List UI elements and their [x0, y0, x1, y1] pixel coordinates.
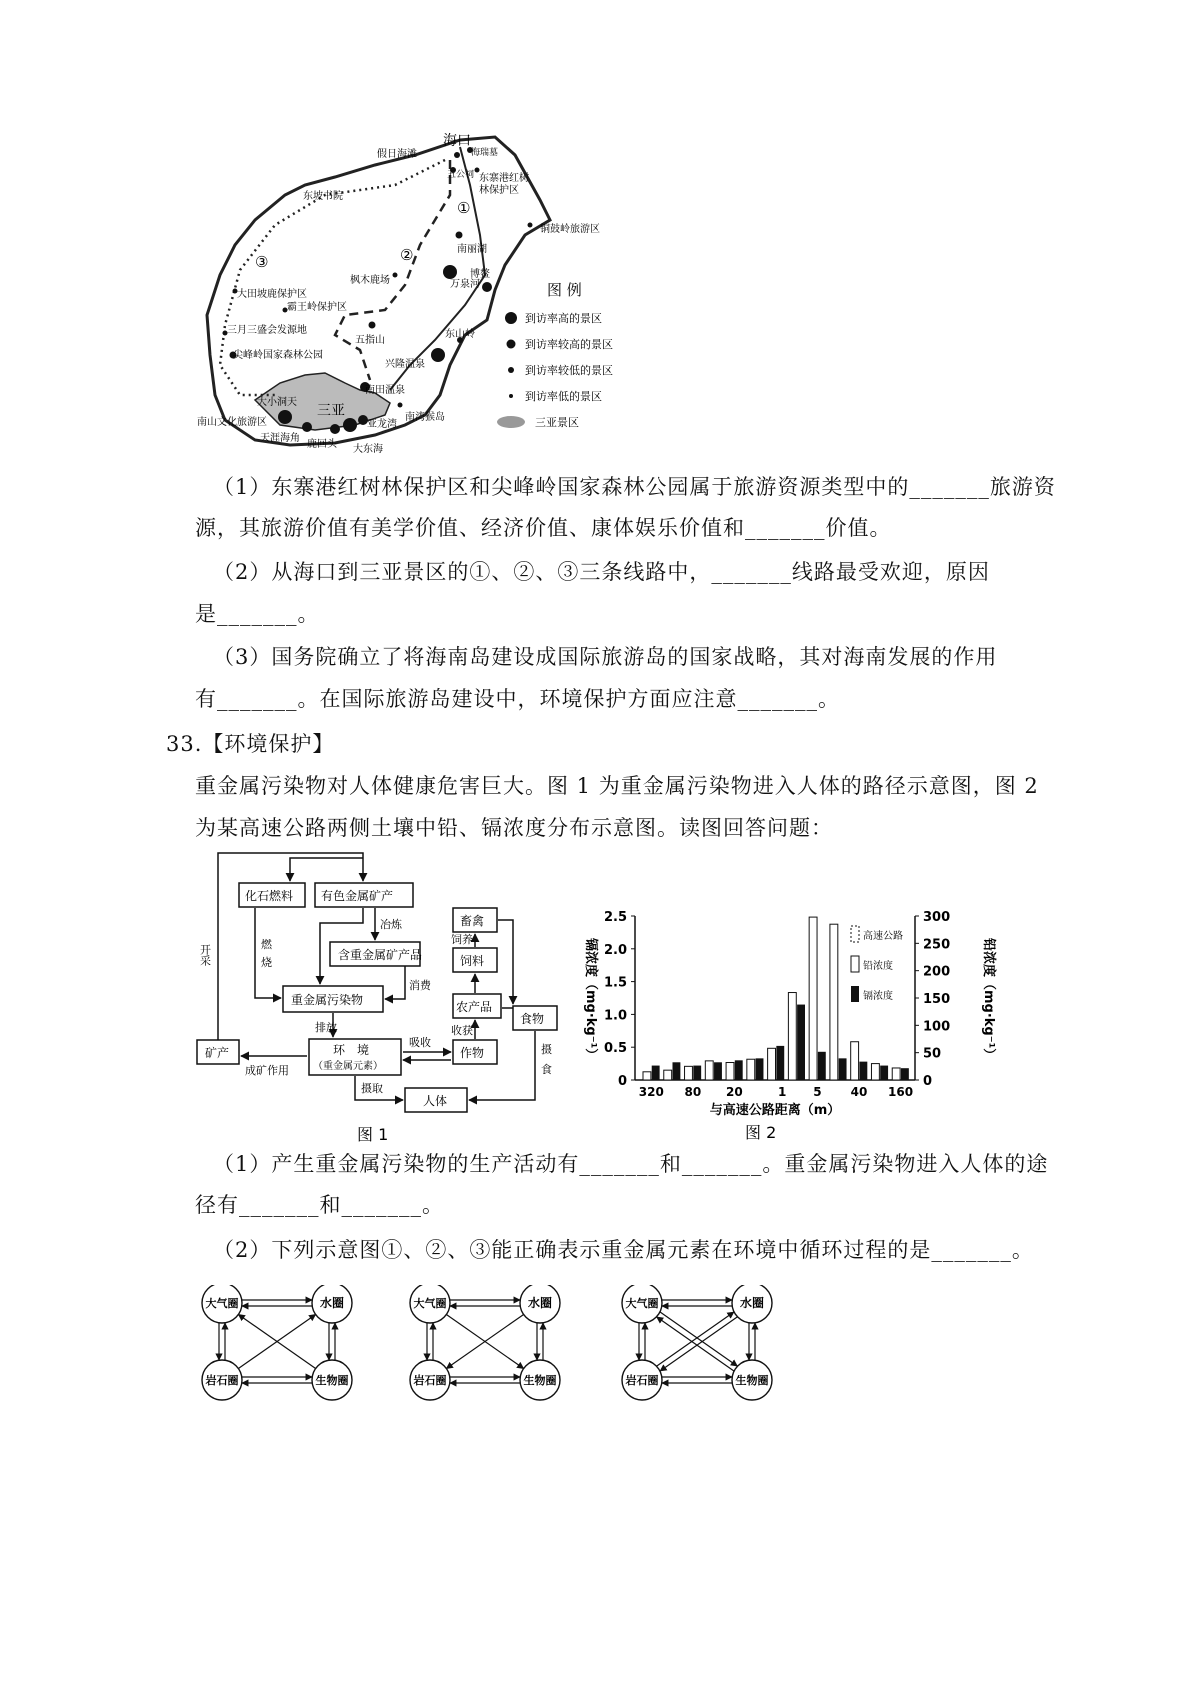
bar-lead	[851, 1042, 859, 1080]
legend-item-1: 到访率高的景区	[525, 312, 602, 325]
legend-road: 高速公路	[863, 931, 903, 942]
legend-dot-3	[508, 367, 514, 373]
bar-lead	[643, 1072, 651, 1080]
left-tick-label: 0.5	[603, 1041, 627, 1057]
x-tick-label: 5	[813, 1085, 822, 1099]
label-sanya: 三亚	[317, 403, 345, 419]
bar-cadmium	[901, 1068, 909, 1080]
bar-lead	[768, 1048, 776, 1080]
right-tick-label: 300	[923, 910, 951, 925]
label-harvest: 收获	[451, 1024, 473, 1037]
sphere-label: 大气圈	[625, 1297, 659, 1310]
dot-boao	[482, 282, 492, 292]
legend-dot-2	[507, 340, 516, 349]
label-jianfeng: 尖峰岭国家森林公园	[233, 350, 323, 361]
label-boao: 博鳌	[470, 269, 490, 280]
label-tianya: 天涯海角	[260, 433, 300, 444]
text-mineral: 矿产	[205, 1046, 230, 1060]
q33-intro-a: 重金属污染物对人体健康危害巨大。图 1 为重金属污染物进入人体的路径示意图，图 2	[195, 774, 1039, 798]
bar-lead	[788, 993, 796, 1080]
text-crop: 作物	[460, 1046, 485, 1060]
label-dongpo: 东坡书院	[303, 191, 343, 202]
text-livestock: 畜禽	[460, 914, 485, 928]
label-smelt: 冶炼	[380, 918, 402, 931]
label-feeding: 饲养	[451, 933, 473, 946]
right-tick-label: 250	[923, 937, 951, 953]
label-dongshan: 东山岭	[445, 329, 475, 340]
legend-lead: 铅浓度	[863, 961, 893, 972]
bar-lead	[830, 924, 838, 1080]
legend-title: 图 例	[547, 281, 582, 299]
x-tick-label: 80	[684, 1085, 702, 1099]
q32-2-line-b: 是_______。	[195, 602, 320, 626]
bar-lead	[892, 1068, 900, 1080]
label-xinglong: 兴隆温泉	[385, 359, 425, 370]
left-tick-label: 2.0	[603, 942, 627, 958]
bar-lead	[705, 1061, 713, 1080]
route-label-3: ③	[255, 253, 269, 271]
bar-lead	[685, 1066, 693, 1080]
label-dadonghai: 大东海	[353, 444, 383, 455]
figure1-caption: 图 1	[357, 1125, 389, 1144]
label-mineralize: 成矿作用	[245, 1064, 289, 1077]
label-dongzhai: 东寨港红树	[479, 173, 529, 184]
bar-cadmium	[714, 1062, 722, 1080]
right-tick-label: 0	[923, 1074, 933, 1089]
label-wugong: 五公祠	[447, 170, 475, 180]
cycle-arrow	[660, 1317, 737, 1371]
legend-item-3: 到访率较低的景区	[525, 364, 613, 377]
sphere-label: 岩石圈	[205, 1374, 239, 1387]
figure2-bar-chart	[575, 898, 1005, 1148]
bar-cadmium	[735, 1060, 743, 1080]
legend-swatch-cadmium	[851, 986, 859, 1002]
x-tick-label: 20	[726, 1085, 743, 1099]
bar-lead	[747, 1059, 755, 1080]
bar-cadmium	[797, 1005, 805, 1080]
x-tick-label: 320	[638, 1085, 664, 1099]
sphere-label: 水圈	[739, 1296, 765, 1310]
text-fossil: 化石燃料	[245, 889, 294, 903]
legend-swatch-lead	[851, 956, 859, 972]
right-tick-label: 150	[923, 992, 951, 1007]
bar-lead	[871, 1064, 879, 1080]
left-tick-label: 0	[617, 1074, 627, 1089]
bar-cadmium	[756, 1058, 764, 1080]
q33-intro-b: 为某高速公路两侧土壤中铅、镉浓度分布示意图。读图回答问题：	[195, 816, 833, 840]
label-nantian: 南田温泉	[365, 385, 405, 396]
right-axis-label: 铅浓度（mg·kg⁻¹）	[981, 938, 996, 1062]
q32-3-line-a: （3）国务院确立了将海南岛建设成国际旅游岛的国家战略，其对海南发展的作用	[213, 645, 998, 669]
label-emit: 排放	[315, 1021, 337, 1034]
label-intake: 摄取	[361, 1082, 383, 1095]
label-burn-1: 燃	[261, 938, 272, 951]
label-yalong: 亚龙湾	[367, 419, 397, 430]
dot-dadonghai	[343, 418, 357, 432]
cycle-arrow	[657, 1312, 734, 1366]
q33-title: 33.【环境保护】	[166, 732, 335, 756]
q32-1-line-a: （1）东寨港红树林保护区和尖峰岭国家森林公园属于旅游资源类型中的_______旅游资	[213, 475, 1056, 499]
bar-lead	[726, 1063, 734, 1080]
label-dongzhai2: 林保护区	[479, 185, 519, 196]
dot-haikou	[454, 152, 460, 158]
dot-tonggu	[528, 223, 533, 228]
label-datian: 大田坡鹿保护区	[237, 289, 307, 300]
label-nanli: 南丽湖	[457, 244, 487, 255]
text-env2: （重金属元素）	[313, 1061, 383, 1072]
label-daxiao: 大小洞天	[257, 397, 297, 408]
cycle-diagram	[410, 1285, 560, 1400]
text-pollutant: 重金属污染物	[291, 993, 364, 1007]
sphere-label: 大气圈	[205, 1297, 239, 1310]
sphere-label: 岩石圈	[625, 1374, 659, 1387]
label-fengmu: 枫木鹿场	[350, 275, 390, 286]
bar-cadmium	[818, 1052, 826, 1080]
label-mining-1: 开采	[198, 944, 212, 966]
dot-nanshan	[278, 410, 292, 424]
legend-swatch-road	[851, 926, 859, 942]
sphere-label: 大气圈	[413, 1297, 447, 1310]
label-nanshan: 南山文化旅游区	[197, 417, 267, 428]
x-tick-label: 40	[850, 1085, 868, 1099]
right-tick-label: 100	[923, 1019, 951, 1035]
cycle-diagram	[202, 1285, 352, 1400]
dot-dongzhai	[475, 168, 480, 173]
legend-dot-4	[509, 394, 513, 398]
dot-fengmu	[393, 273, 398, 278]
label-eat-1: 摄	[541, 1043, 552, 1056]
q32-2-line-a: （2）从海口到三亚景区的①、②、③三条线路中，_______线路最受欢迎，原因	[213, 560, 990, 584]
cycle-arrow	[660, 1312, 737, 1366]
bar-cadmium	[839, 1058, 847, 1080]
bar-lead	[809, 917, 817, 1080]
bar-lead	[664, 1070, 672, 1080]
left-tick-label: 1.5	[603, 975, 627, 991]
text-env1: 环 境	[333, 1043, 370, 1057]
figure1-flow-diagram	[195, 848, 565, 1148]
q33-1-line-a: （1）产生重金属污染物的生产活动有_______和_______。重金属污染物进入人体的途	[213, 1152, 1049, 1176]
label-burn-2: 烧	[261, 956, 272, 969]
bar-cadmium	[672, 1062, 680, 1080]
label-consume: 消费	[409, 979, 431, 992]
route-label-2: ②	[400, 246, 414, 264]
label-wuzhi: 五指山	[355, 335, 385, 346]
label-tonggu: 铜鼓岭旅游区	[540, 224, 600, 235]
label-jiari: 假日海滩	[377, 149, 417, 160]
legend-cadmium: 镉浓度	[863, 991, 893, 1002]
text-feed: 饲料	[460, 954, 485, 968]
text-agri: 农产品	[456, 1000, 493, 1014]
label-hairui: 海瑞墓	[471, 148, 499, 158]
legend-sanya-swatch	[497, 416, 525, 428]
label-eat-2: 食	[541, 1063, 552, 1076]
label-bawang: 霸王岭保护区	[287, 302, 347, 313]
text-product: 含重金属矿产品	[338, 948, 423, 962]
text-human: 人体	[423, 1094, 448, 1108]
bar-cadmium	[859, 1062, 867, 1080]
route-label-1: ①	[457, 199, 471, 217]
dot-nanli	[456, 232, 463, 239]
label-haikou: 海口	[443, 133, 471, 149]
legend-dot-1	[505, 312, 517, 324]
bar-cadmium	[880, 1066, 888, 1080]
dot-wanquan	[443, 265, 457, 279]
dot-xinglong	[431, 348, 445, 362]
left-tick-label: 1.0	[603, 1008, 627, 1024]
dot-nanwan	[398, 403, 403, 408]
dot-tianya	[302, 422, 312, 432]
bar-cadmium	[652, 1066, 660, 1080]
figure2-caption: 图 2	[745, 1123, 777, 1142]
x-tick-label: 1	[777, 1085, 787, 1099]
cycle-diagrams	[190, 1285, 790, 1405]
dot-luhuitou	[330, 424, 340, 434]
legend-item-5: 三亚景区	[535, 416, 579, 429]
q32-1-line-b: 源，其旅游价值有美学价值、经济价值、康体娱乐价值和_______价值。	[195, 516, 892, 540]
left-axis-label: 镉浓度（mg·kg⁻¹）	[583, 938, 598, 1062]
text-food: 食物	[520, 1012, 545, 1026]
sphere-label: 生物圈	[315, 1374, 349, 1387]
bar-cadmium	[693, 1066, 701, 1080]
sphere-label: 生物圈	[523, 1374, 557, 1387]
right-tick-label: 200	[923, 964, 951, 980]
q32-3-line-b: 有_______。在国际旅游岛建设中，环境保护方面应注意_______。	[195, 687, 840, 711]
left-tick-label: 2.5	[603, 910, 627, 925]
legend-item-2: 到访率较高的景区	[525, 338, 613, 351]
legend-item-4: 到访率低的景区	[525, 390, 602, 403]
text-nonferrous: 有色金属矿产	[321, 889, 394, 903]
q33-2-line: （2）下列示意图①、②、③能正确表示重金属元素在环境中循环过程的是_______。	[213, 1238, 1034, 1262]
label-sanyue: 三月三盛会发源地	[227, 325, 307, 336]
bar-cadmium	[776, 1046, 784, 1080]
label-luhuitou: 鹿回头	[307, 439, 337, 450]
q33-1-line-b: 径有_______和_______。	[195, 1193, 444, 1217]
sphere-label: 水圈	[319, 1296, 345, 1310]
label-nanwan: 南湾猴岛	[405, 412, 445, 423]
dot-wuzhi	[369, 322, 376, 329]
sphere-label: 水圈	[527, 1296, 553, 1310]
cycle-diagram	[622, 1285, 772, 1400]
sphere-label: 岩石圈	[413, 1374, 447, 1387]
label-absorb: 吸收	[409, 1036, 431, 1049]
x-tick-label: 160	[888, 1085, 914, 1099]
x-axis-label: 与高速公路距离（m）	[709, 1103, 841, 1118]
sphere-label: 生物圈	[735, 1374, 769, 1387]
cycle-arrow	[657, 1317, 734, 1371]
right-tick-label: 50	[923, 1046, 942, 1062]
label-wanquan: 万泉河	[450, 279, 480, 290]
hainan-map	[195, 125, 655, 470]
